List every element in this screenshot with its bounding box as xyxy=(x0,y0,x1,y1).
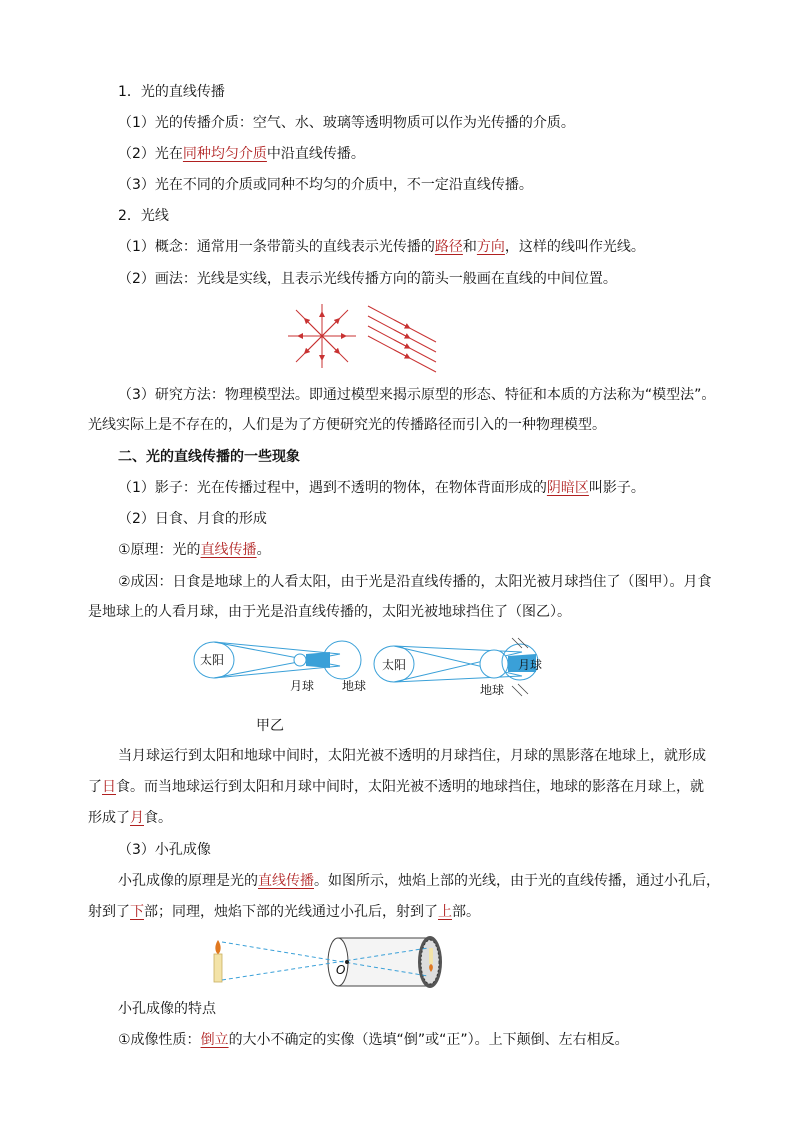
text: 射到了 xyxy=(88,904,130,920)
underlined-answer: 直线传播 xyxy=(200,542,257,558)
text: 。 xyxy=(256,542,271,558)
paragraph xyxy=(88,902,480,922)
paragraph: ②成因：日食是地球上的人看太阳，由于光是沿直线传播的，太阳光被月球挡住了（图甲）。月食 xyxy=(118,574,712,590)
paragraph: （2）画法：光线是实线，且表示光线传播方向的箭头一般画在直线的中间位置。 xyxy=(118,271,617,287)
underlined-answer: 月 xyxy=(130,810,144,826)
label-moon: 月球 xyxy=(518,658,543,672)
label-sun: 太阳 xyxy=(382,658,407,672)
paragraph xyxy=(118,1030,629,1050)
section-heading-1: 1．光的直线传播 xyxy=(118,84,225,100)
label-sun: 太阳 xyxy=(200,653,225,667)
paragraph: 小孔成像的特点 xyxy=(118,1001,216,1017)
paragraph: 当月球运行到太阳和地球中间时，太阳光被不透明的月球挡住，月球的黑影落在地球上，就形成 xyxy=(118,748,706,764)
text: （1）影子：光在传播过程中，遇到不透明的物体，在物体背面形成的 xyxy=(118,480,547,496)
text: 。如图所示，烛焰上部的光线，由于光的直线传播，通过小孔后， xyxy=(314,873,720,889)
underlined-answer: 下 xyxy=(130,904,144,920)
paragraph xyxy=(118,144,365,164)
candle-icon xyxy=(214,954,222,982)
text: ①原理：光的 xyxy=(118,542,201,558)
paragraph xyxy=(118,540,271,560)
underlined-answer: 阴暗区 xyxy=(546,480,589,496)
text: 食。 xyxy=(144,810,172,826)
paragraph: （1）光的传播介质：空气、水、玻璃等透明物质可以作为光传播的介质。 xyxy=(118,115,575,131)
underlined-answer: 方向 xyxy=(476,239,505,255)
paragraph: （3）小孔成像 xyxy=(118,842,211,858)
underlined-answer: 日 xyxy=(102,779,116,795)
paragraph xyxy=(118,871,720,891)
label-moon: 月球 xyxy=(290,679,315,693)
text: 部。 xyxy=(452,904,480,920)
underlined-answer: 直线传播 xyxy=(258,873,314,889)
paragraph xyxy=(88,808,172,828)
text: ，这样的线叫作光线。 xyxy=(504,239,645,255)
underlined-answer: 路径 xyxy=(434,239,463,255)
text: 小孔成像的原理是光的 xyxy=(118,873,258,889)
text: （2）光在 xyxy=(118,146,183,162)
label-earth: 地球 xyxy=(480,683,505,697)
paragraph: （3）研究方法：物理模型法。即通过模型来揭示原型的形态、特征和本质的方法称为“模型法”。 xyxy=(118,387,716,403)
section-heading-3: 二、光的直线传播的一些现象 xyxy=(118,449,300,465)
text: 形成了 xyxy=(88,810,130,826)
label-earth: 地球 xyxy=(342,679,367,693)
light-rays-figure xyxy=(284,300,444,372)
paragraph: 是地球上的人看月球，由于光是沿直线传播的，太阳光被地球挡住了（图乙）。 xyxy=(88,604,571,620)
text: 和 xyxy=(462,239,477,255)
pinhole-camera-diagram xyxy=(208,930,460,990)
text: 部；同理，烛焰下部的光线通过小孔后，射到了 xyxy=(144,904,438,920)
text: 食。而当地球运行到太阳和月球中间时，太阳光被不透明的地球挡住，地球的影落在月球上，就 xyxy=(116,779,704,795)
text: （1）概念：通常用一条带箭头的直线表示光传播的 xyxy=(118,239,435,255)
paragraph xyxy=(88,777,704,797)
underlined-answer: 倒立 xyxy=(200,1032,229,1048)
figure-caption: 甲乙 xyxy=(256,718,284,734)
text: ①成像性质： xyxy=(118,1032,201,1048)
text: 的大小不确定的实像（选填“倒”或“正”）。上下颠倒、左右相反。 xyxy=(228,1032,629,1048)
paragraph: （3）光在不同的介质或同种不均匀的介质中，不一定沿直线传播。 xyxy=(118,177,533,193)
paragraph: （2）日食、月食的形成 xyxy=(118,511,267,527)
text: 中沿直线传播。 xyxy=(266,146,365,162)
text: 了 xyxy=(88,779,102,795)
paragraph xyxy=(118,237,645,257)
paragraph: 光线实际上是不存在的，人们是为了方便研究光的传播路径而引入的一种物理模型。 xyxy=(88,417,606,433)
underlined-answer: 上 xyxy=(438,904,452,920)
paragraph xyxy=(118,478,645,498)
section-heading-2: 2．光线 xyxy=(118,208,169,224)
text: 叫影子。 xyxy=(588,480,645,496)
label-pinhole-o: O xyxy=(336,963,346,977)
underlined-answer: 同种均匀介质 xyxy=(182,146,267,162)
